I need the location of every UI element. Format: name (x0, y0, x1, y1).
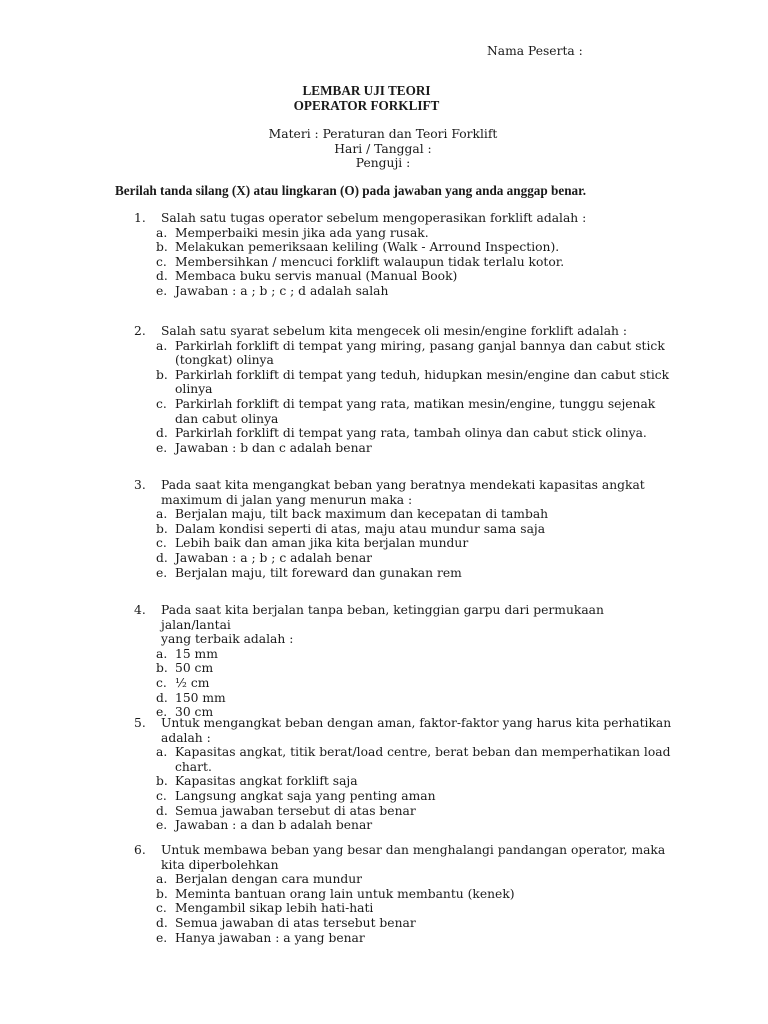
answer-option (134, 872, 674, 887)
answer-option (134, 789, 674, 804)
option-text: Parkirlah forklift di tempat yang rata, matikan mesin/engine, tunggu sejenak (175, 396, 656, 411)
option-text: Jawaban : a ; b ; c ; d adalah salah (175, 283, 389, 298)
option-text: Berjalan maju, tilt back maximum dan kecepatan di tambah (175, 507, 549, 522)
option-text: Parkirlah forklift di tempat yang teduh, hidupkan mesin/engine dan cabut stick (175, 367, 670, 382)
option-text: Semua jawaban tersebut di atas benar (175, 803, 416, 818)
option-letter: a. (156, 646, 168, 661)
option-text: Melakukan pemeriksaan keliling (Walk - Arround Inspection). (175, 240, 560, 255)
document-subtitle: OPERATOR FORKLIFT (293, 98, 440, 113)
option-text-continuation: dan cabut olinya (175, 411, 279, 426)
option-text: Meminta bantuan orang lain untuk membantu (kenek) (175, 886, 515, 901)
question-3 (134, 478, 674, 580)
question-number: 5. (134, 716, 146, 730)
option-letter: b. (156, 521, 168, 536)
option-letter: b. (156, 774, 168, 789)
option-letter: c. (156, 675, 167, 690)
question-stem (134, 716, 674, 731)
option-text: Jawaban : b dan c adalah benar (175, 440, 372, 455)
examiner-line: Penguji : (355, 156, 411, 170)
answer-option (134, 676, 674, 691)
option-text-continuation: (tongkat) olinya (175, 353, 274, 368)
question-number: 4. (134, 603, 146, 617)
answer-option (134, 397, 674, 412)
question-stem (134, 603, 674, 632)
question-2 (134, 324, 674, 455)
option-text: Memperbaiki mesin jika ada yang rusak. (175, 225, 429, 240)
option-letter: e. (156, 440, 168, 455)
option-letter: e. (156, 705, 168, 720)
answer-option (134, 887, 674, 902)
answer-option (134, 551, 674, 566)
document-title: LEMBAR UJI TEORI (302, 83, 431, 98)
answer-option (134, 916, 674, 931)
option-letter: a. (156, 507, 168, 522)
question-stem (134, 843, 674, 858)
answer-option (134, 368, 674, 383)
answer-option (134, 441, 674, 456)
answer-option (134, 339, 674, 354)
answer-option (134, 522, 674, 537)
option-text: Hanya jawaban : a yang benar (175, 930, 365, 945)
option-letter: d. (156, 550, 168, 565)
option-text: Kapasitas angkat forklift saja (175, 774, 358, 789)
question-5 (134, 716, 674, 833)
answer-option (134, 901, 674, 916)
question-6 (134, 843, 674, 945)
answer-option (134, 661, 674, 676)
option-letter: b. (156, 661, 168, 676)
option-letter: c. (156, 901, 167, 916)
option-letter: c. (156, 396, 167, 411)
question-stem-text: Pada saat kita mengangkat beban yang beratnya mendekati kapasitas angkat (161, 478, 645, 492)
option-text-continuation: olinya (175, 382, 213, 397)
participant-name-label: Nama Peserta : (487, 44, 583, 58)
option-text: Langsung angkat saja yang penting aman (175, 788, 436, 803)
subject-line: Materi : Peraturan dan Teori Forklift (268, 127, 498, 141)
option-letter: e. (156, 930, 168, 945)
option-letter: e. (156, 283, 168, 298)
option-letter: a. (156, 872, 168, 887)
option-letter: b. (156, 886, 168, 901)
question-stem (134, 324, 674, 339)
option-text: Dalam kondisi seperti di atas, maju atau mundur sama saja (175, 521, 546, 536)
question-number: 2. (134, 324, 146, 338)
answer-option (134, 507, 674, 522)
answer-option (134, 240, 674, 255)
date-line: Hari / Tanggal : (334, 142, 432, 156)
option-letter: d. (156, 426, 168, 441)
answer-option (134, 647, 674, 662)
option-text: Parkirlah forklift di tempat yang miring, pasang ganjal bannya dan cabut stick (175, 338, 665, 353)
question-stem (134, 211, 674, 226)
option-text: Membersihkan / mencuci forklift walaupun tidak terlalu kotor. (175, 254, 565, 269)
instruction-text: Berilah tanda silang (X) atau lingkaran (O) pada jawaban yang anda anggap benar. (115, 183, 587, 198)
answer-option (134, 931, 674, 946)
option-text: Jawaban : a dan b adalah benar (175, 818, 373, 833)
option-letter: b. (156, 367, 168, 382)
answer-option (134, 818, 674, 833)
answer-option (134, 255, 674, 270)
question-stem-continuation: kita diperbolehkan (161, 857, 279, 872)
answer-option (134, 745, 674, 760)
answer-option (134, 269, 674, 284)
option-letter: c. (156, 254, 167, 269)
question-number: 3. (134, 478, 146, 492)
answer-option (134, 226, 674, 241)
option-letter: e. (156, 818, 168, 833)
answer-option (134, 691, 674, 706)
question-1 (134, 211, 674, 299)
option-letter: d. (156, 915, 168, 930)
option-text: 30 cm (175, 705, 214, 720)
question-stem-continuation: yang terbaik adalah : (161, 632, 294, 647)
option-text: Membaca buku servis manual (Manual Book) (175, 269, 458, 284)
option-letter: d. (156, 269, 168, 284)
option-letter: b. (156, 240, 168, 255)
option-text: Berjalan dengan cara mundur (175, 872, 363, 887)
option-text-continuation: chart. (175, 759, 212, 774)
option-letter: e. (156, 565, 168, 580)
option-text: Kapasitas angkat, titik berat/load centre, berat beban dan memperhatikan load (175, 745, 671, 760)
question-stem-text: Untuk membawa beban yang besar dan menghalangi pandangan operator, maka (161, 843, 666, 857)
option-text: Parkirlah forklift di tempat yang rata, tambah olinya dan cabut stick olinya. (175, 426, 647, 441)
option-text: Jawaban : a ; b ; c adalah benar (175, 550, 373, 565)
option-letter: c. (156, 536, 167, 551)
answer-option (134, 536, 674, 551)
answer-option (134, 774, 674, 789)
question-stem-text: Salah satu tugas operator sebelum mengoperasikan forklift adalah : (161, 211, 587, 225)
option-text: 150 mm (175, 690, 226, 705)
option-letter: a. (156, 745, 168, 760)
option-letter: d. (156, 690, 168, 705)
option-letter: d. (156, 803, 168, 818)
answer-option (134, 566, 674, 581)
question-stem-text: Pada saat kita berjalan tanpa beban, ketinggian garpu dari permukaan jalan/lantai (161, 603, 604, 632)
answer-option (134, 426, 674, 441)
question-number: 1. (134, 211, 146, 225)
option-text: Semua jawaban di atas tersebut benar (175, 915, 416, 930)
option-letter: a. (156, 338, 168, 353)
question-4 (134, 603, 674, 720)
option-text: Berjalan maju, tilt foreward dan gunakan rem (175, 565, 462, 580)
answer-option (134, 284, 674, 299)
option-text: 50 cm (175, 661, 214, 676)
answer-option (134, 804, 674, 819)
option-text: Lebih baik dan aman jika kita berjalan mundur (175, 536, 469, 551)
option-text: Mengambil sikap lebih hati-hati (175, 901, 374, 916)
question-stem-continuation: maximum di jalan yang menurun maka : (161, 492, 413, 507)
question-stem-text: Untuk mengangkat beban dengan aman, faktor-faktor yang harus kita perhatikan (161, 716, 672, 730)
option-letter: a. (156, 225, 168, 240)
question-stem-continuation: adalah : (161, 730, 211, 745)
question-number: 6. (134, 843, 146, 857)
option-letter: c. (156, 788, 167, 803)
option-text: 15 mm (175, 646, 218, 661)
option-text: ½ cm (175, 675, 210, 690)
question-stem-text: Salah satu syarat sebelum kita mengecek oli mesin/engine forklift adalah : (161, 324, 628, 338)
question-stem (134, 478, 674, 493)
